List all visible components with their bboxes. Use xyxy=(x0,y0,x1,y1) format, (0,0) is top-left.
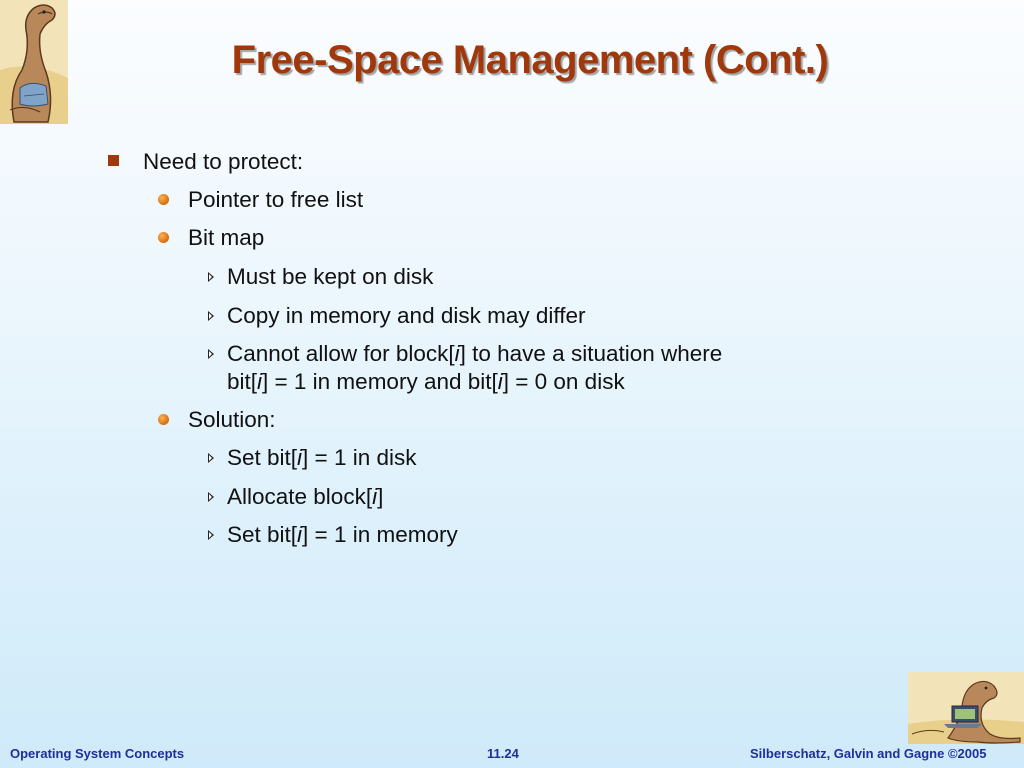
triangle-bullet-icon xyxy=(208,311,214,321)
dot-bullet-icon xyxy=(158,414,169,425)
list-item: Set bit[i] = 1 in memory xyxy=(227,522,458,547)
list-item: Copy in memory and disk may differ xyxy=(227,303,586,328)
list-item: Must be kept on disk xyxy=(227,264,434,289)
triangle-bullet-icon xyxy=(208,530,214,540)
list-item: Set bit[i] = 1 in disk xyxy=(227,445,417,470)
footer-course-name: Operating System Concepts xyxy=(10,746,185,761)
list-item: Solution: xyxy=(188,407,276,432)
dot-bullet-icon xyxy=(158,194,169,205)
list-item: Pointer to free list xyxy=(188,187,364,212)
list-item: Cannot allow for block[i] to have a situation where xyxy=(227,341,723,366)
dot-bullet-icon xyxy=(158,232,169,243)
page-title: Free-Space Management (Cont.) xyxy=(231,38,829,82)
square-bullet-icon xyxy=(108,155,119,166)
list-item: Need to protect: xyxy=(143,149,304,174)
footer-page-number: 11.24 xyxy=(487,746,519,761)
triangle-bullet-icon xyxy=(208,453,214,463)
footer-copyright: Silberschatz, Galvin and Gagne ©2005 xyxy=(750,746,987,761)
dinosaur-laptop-icon xyxy=(908,672,1024,744)
triangle-bullet-icon xyxy=(208,349,214,359)
list-item-continuation: bit[i] = 1 in memory and bit[i] = 0 on disk xyxy=(227,369,625,394)
triangle-bullet-icon xyxy=(208,492,214,502)
list-item: Bit map xyxy=(188,225,265,250)
list-item: Allocate block[i] xyxy=(227,484,384,509)
triangle-bullet-icon xyxy=(208,272,214,282)
